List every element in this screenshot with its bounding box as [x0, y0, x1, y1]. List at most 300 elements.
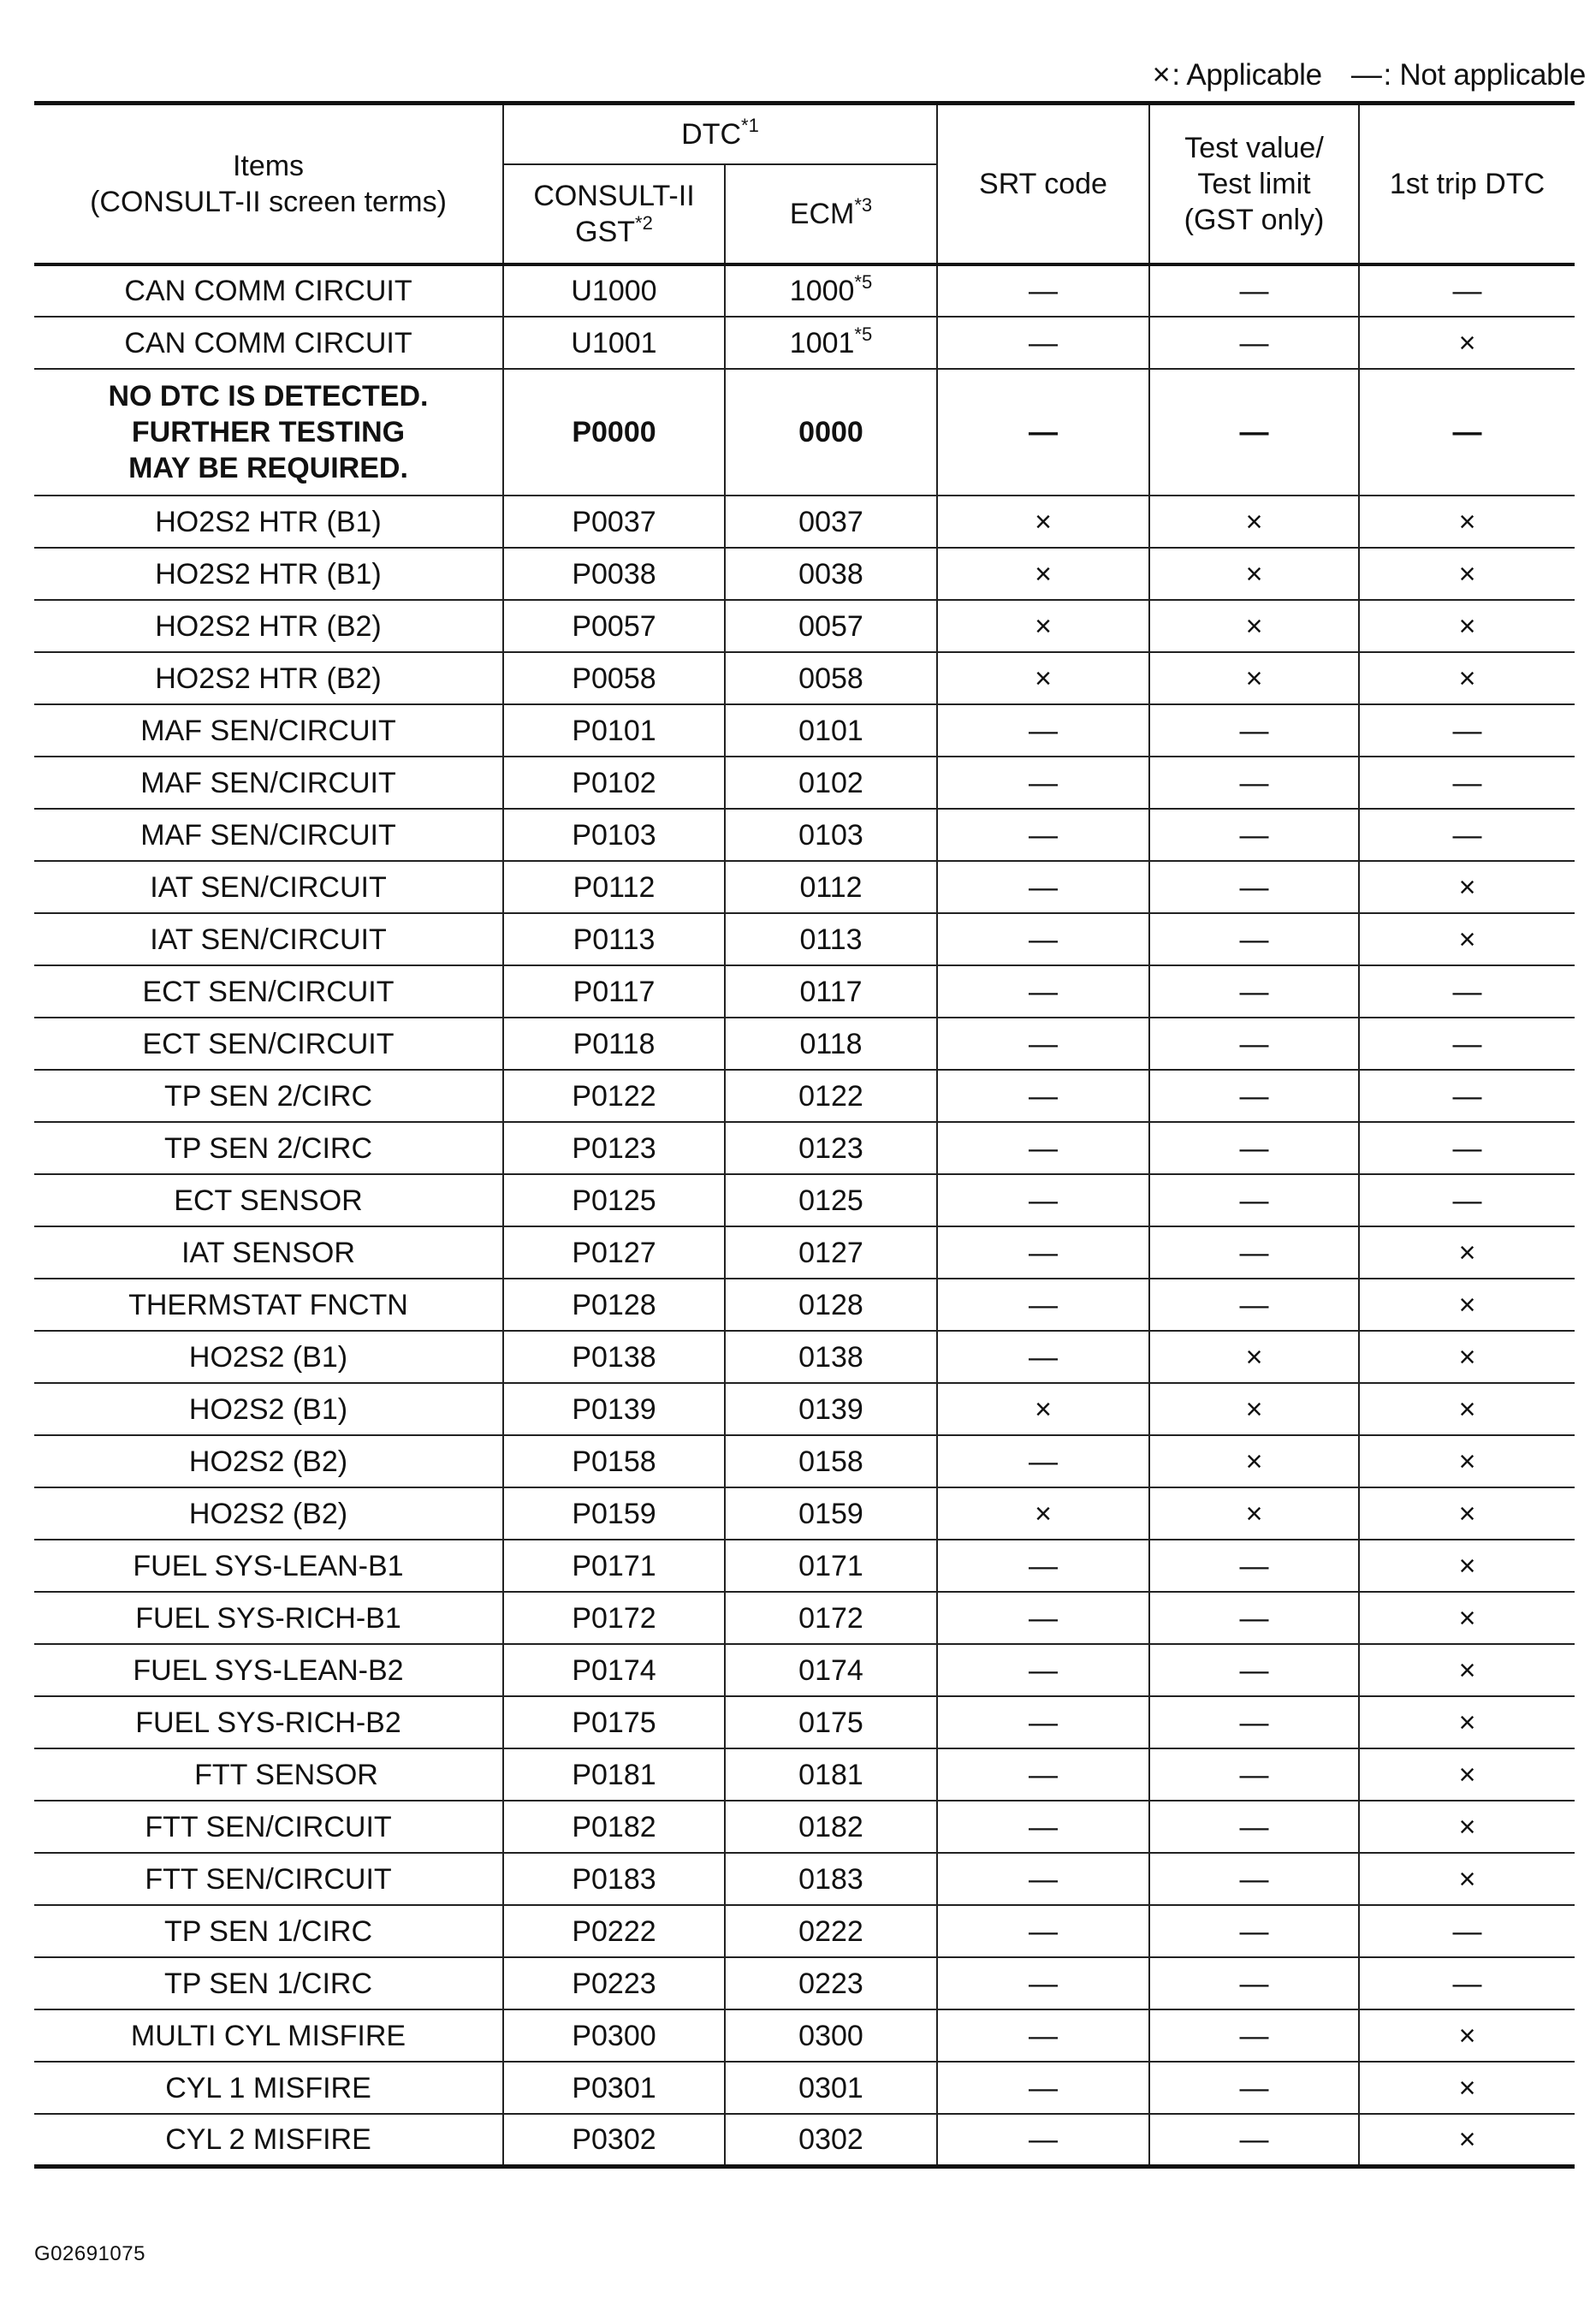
- first-trip-dtc-cell: [1359, 965, 1575, 1018]
- table-row: [34, 809, 1575, 861]
- test-value-cell: [1149, 965, 1359, 1018]
- first-trip-dtc-cell: [1359, 1696, 1575, 1748]
- applicable-mark: ×: [1458, 923, 1476, 956]
- test-value-cell: [1149, 1696, 1359, 1748]
- first-trip-dtc-cell: [1359, 861, 1575, 913]
- consult-code-cell: P0175: [503, 1696, 725, 1748]
- srt-code-cell: [937, 1696, 1149, 1748]
- first-trip-dtc-header: 1st trip DTC: [1359, 104, 1575, 265]
- not-applicable-mark: —: [1029, 714, 1058, 747]
- applicable-mark: ×: [1245, 505, 1263, 538]
- not-applicable-mark: —: [1239, 1967, 1269, 2000]
- item-cell: CYL 2 MISFIRE: [34, 2114, 503, 2166]
- ecm-code-cell: 1000$^{*5}$: [725, 264, 937, 317]
- first-trip-dtc-cell: [1359, 1905, 1575, 1957]
- table-row: [34, 1070, 1575, 1122]
- not-applicable-mark: —: [1029, 2122, 1058, 2156]
- ecm-code-cell: 0103: [725, 809, 937, 861]
- srt-code-cell: [937, 1331, 1149, 1383]
- srt-code-cell: [937, 369, 1149, 496]
- applicable-mark: ×: [1458, 1392, 1476, 1426]
- srt-code-cell: [937, 652, 1149, 704]
- not-applicable-mark: —: [1239, 2071, 1269, 2104]
- ecm-code-cell: 0037: [725, 496, 937, 548]
- test-value-cell: [1149, 2062, 1359, 2114]
- table-row: [34, 1801, 1575, 1853]
- first-trip-dtc-cell: [1359, 1174, 1575, 1226]
- srt-code-cell: [937, 1070, 1149, 1122]
- not-applicable-mark: —: [1452, 1914, 1482, 1948]
- ecm-code-cell: 0058: [725, 652, 937, 704]
- consult-code-cell: U1001: [503, 317, 725, 369]
- ecm-code-cell: 0128: [725, 1279, 937, 1331]
- not-applicable-mark: —: [1239, 1601, 1269, 1635]
- applicable-mark: ×: [1458, 1445, 1476, 1478]
- item-cell: HO2S2 HTR (B2): [34, 652, 503, 704]
- first-trip-dtc-cell: [1359, 1748, 1575, 1801]
- applicable-mark: ×: [1458, 662, 1476, 695]
- test-value-cell: [1149, 2009, 1359, 2062]
- applicable-mark: ×: [1458, 557, 1476, 591]
- table-row: [34, 1696, 1575, 1748]
- srt-code-cell: [937, 757, 1149, 809]
- table-row: [34, 965, 1575, 1018]
- applicable-mark: ×: [1245, 1392, 1263, 1426]
- applicable-symbol: ×: [1152, 56, 1171, 92]
- first-trip-dtc-cell: [1359, 1018, 1575, 1070]
- not-applicable-mark: —: [1239, 275, 1269, 307]
- ecm-code-cell: 0223: [725, 1957, 937, 2009]
- consult-code-cell: P0103: [503, 809, 725, 861]
- not-applicable-mark: —: [1239, 2019, 1269, 2052]
- srt-code-cell: [937, 2114, 1149, 2166]
- not-applicable-mark: —: [1452, 975, 1482, 1008]
- ecm-code-cell: 0125: [725, 1174, 937, 1226]
- test-value-cell: [1149, 1331, 1359, 1383]
- not-applicable-mark: —: [1239, 714, 1269, 747]
- item-cell: MAF SEN/CIRCUIT: [34, 704, 503, 757]
- test-value-cell: [1149, 652, 1359, 704]
- not-applicable-mark: —: [1452, 766, 1482, 799]
- first-trip-dtc-cell: [1359, 1435, 1575, 1487]
- applicable-mark: ×: [1245, 1497, 1263, 1530]
- table-row: [34, 2062, 1575, 2114]
- consult-code-cell: U1000: [503, 264, 725, 317]
- item-cell: TP SEN 1/CIRC: [34, 1957, 503, 2009]
- applicable-mark: ×: [1458, 2071, 1476, 2104]
- first-trip-dtc-cell: [1359, 317, 1575, 369]
- table-row: [34, 1748, 1575, 1801]
- srt-code-cell: [937, 2009, 1149, 2062]
- item-cell: TP SEN 2/CIRC: [34, 1070, 503, 1122]
- table-row: [34, 1487, 1575, 1540]
- ecm-code-cell: 0113: [725, 913, 937, 965]
- not-applicable-mark: —: [1239, 1810, 1269, 1843]
- first-trip-dtc-cell: [1359, 2062, 1575, 2114]
- ecm-code-cell: 0182: [725, 1801, 937, 1853]
- first-trip-dtc-cell: [1359, 704, 1575, 757]
- not-applicable-mark: —: [1029, 818, 1058, 852]
- consult-code-cell: P0138: [503, 1331, 725, 1383]
- srt-code-cell: [937, 317, 1149, 369]
- not-applicable-mark: —: [1239, 818, 1269, 852]
- applicable-mark: ×: [1035, 1392, 1052, 1426]
- table-row: [34, 1435, 1575, 1487]
- applicable-mark: ×: [1458, 1810, 1476, 1843]
- not-applicable-mark: —: [1239, 766, 1269, 799]
- first-trip-dtc-cell: [1359, 2009, 1575, 2062]
- applicable-mark: ×: [1458, 1549, 1476, 1582]
- test-value-cell: [1149, 1592, 1359, 1644]
- table-row: [34, 1122, 1575, 1174]
- table-row: [34, 264, 1575, 317]
- dtc-table: [34, 101, 1575, 2169]
- ecm-code-cell: 0159: [725, 1487, 937, 1540]
- item-cell: IAT SEN/CIRCUIT: [34, 913, 503, 965]
- item-cell: ECT SEN/CIRCUIT: [34, 1018, 503, 1070]
- srt-code-cell: [937, 1018, 1149, 1070]
- not-applicable-mark: —: [1239, 1862, 1269, 1896]
- applicable-mark: ×: [1458, 1758, 1476, 1791]
- not-applicable-mark: —: [1029, 1706, 1058, 1739]
- item-cell: THERMSTAT FNCTN: [34, 1279, 503, 1331]
- table-row: [34, 600, 1575, 652]
- ecm-code-cell: 0102: [725, 757, 937, 809]
- test-value-cell: [1149, 1122, 1359, 1174]
- item-cell: FUEL SYS-RICH-B2: [34, 1696, 503, 1748]
- applicable-mark: ×: [1458, 326, 1476, 359]
- not-applicable-mark: —: [1452, 1131, 1482, 1165]
- not-applicable-mark: —: [1029, 1601, 1058, 1635]
- srt-code-cell: [937, 1435, 1149, 1487]
- srt-code-cell: [937, 600, 1149, 652]
- table-row: [34, 1174, 1575, 1226]
- srt-code-header: SRT code: [937, 104, 1149, 265]
- not-applicable-mark: —: [1029, 766, 1058, 799]
- ecm-code-cell: 0127: [725, 1226, 937, 1279]
- item-cell: HO2S2 (B2): [34, 1435, 503, 1487]
- ecm-code-cell: 1001$^{*5}$: [725, 317, 937, 369]
- figure-code: G02691075: [34, 2242, 145, 2265]
- test-value-cell: [1149, 2114, 1359, 2166]
- not-applicable-mark: —: [1029, 870, 1058, 904]
- table-row: [34, 1957, 1575, 2009]
- test-value-cell: [1149, 264, 1359, 317]
- test-value-cell: [1149, 1383, 1359, 1435]
- not-applicable-mark: —: [1029, 1914, 1058, 1948]
- applicable-mark: ×: [1035, 505, 1052, 538]
- test-value-cell: [1149, 1540, 1359, 1592]
- item-cell: CYL 1 MISFIRE: [34, 2062, 503, 2114]
- ecm-code-cell: 0123: [725, 1122, 937, 1174]
- applicable-mark: ×: [1458, 2019, 1476, 2052]
- table-row: [34, 1383, 1575, 1435]
- first-trip-dtc-cell: [1359, 1540, 1575, 1592]
- not-applicable-mark: —: [1029, 1445, 1058, 1478]
- srt-code-cell: [937, 1226, 1149, 1279]
- ecm-code-cell: 0183: [725, 1853, 937, 1905]
- item-cell: NO DTC IS DETECTED. FURTHER TESTING MAY BE REQUIRED.: [34, 369, 503, 496]
- ecm-code-cell: 0038: [725, 548, 937, 600]
- not-applicable-mark: —: [1029, 416, 1058, 448]
- srt-code-cell: [937, 1905, 1149, 1957]
- applicable-mark: ×: [1245, 662, 1263, 695]
- first-trip-dtc-cell: [1359, 496, 1575, 548]
- table-row: [34, 861, 1575, 913]
- test-value-cell: [1149, 861, 1359, 913]
- not-applicable-mark: —: [1029, 1549, 1058, 1582]
- not-applicable-mark: —: [1239, 923, 1269, 956]
- not-applicable-mark: —: [1239, 1131, 1269, 1165]
- table-row: [34, 1905, 1575, 1957]
- test-value-cell: [1149, 913, 1359, 965]
- not-applicable-mark: —: [1239, 975, 1269, 1008]
- first-trip-dtc-cell: [1359, 600, 1575, 652]
- table-row: [34, 317, 1575, 369]
- applicable-mark: ×: [1458, 1497, 1476, 1530]
- ecm-code-cell: 0118: [725, 1018, 937, 1070]
- test-value-cell: [1149, 1435, 1359, 1487]
- item-cell: HO2S2 (B2): [34, 1487, 503, 1540]
- srt-code-cell: [937, 1748, 1149, 1801]
- not-applicable-mark: —: [1239, 2122, 1269, 2156]
- test-value-cell: [1149, 1801, 1359, 1853]
- not-applicable-mark: —: [1029, 1288, 1058, 1321]
- not-applicable-mark: —: [1029, 326, 1058, 359]
- srt-code-cell: [937, 1279, 1149, 1331]
- applicable-mark: ×: [1458, 609, 1476, 643]
- test-value-cell: [1149, 1905, 1359, 1957]
- test-value-cell: [1149, 496, 1359, 548]
- consult-code-cell: P0123: [503, 1122, 725, 1174]
- not-applicable-mark: —: [1239, 416, 1269, 448]
- srt-code-cell: [937, 861, 1149, 913]
- applicable-mark: ×: [1458, 1288, 1476, 1321]
- applicable-mark: ×: [1035, 1497, 1052, 1530]
- table-row: [34, 1018, 1575, 1070]
- applicable-mark: ×: [1245, 557, 1263, 591]
- first-trip-dtc-cell: [1359, 1592, 1575, 1644]
- test-value-cell: [1149, 1748, 1359, 1801]
- dtc-header: DTC$^{*1}$: [503, 104, 937, 165]
- item-cell: TP SEN 2/CIRC: [34, 1122, 503, 1174]
- not-applicable-mark: —: [1452, 275, 1482, 307]
- consult-gst-header: CONSULT-II GST$^{*2}$: [503, 164, 725, 264]
- not-applicable-mark: —: [1029, 1653, 1058, 1687]
- test-value-cell: [1149, 1644, 1359, 1696]
- item-cell: CAN COMM CIRCUIT: [34, 264, 503, 317]
- srt-code-cell: [937, 1383, 1149, 1435]
- not-applicable-symbol: —: [1350, 56, 1382, 92]
- ecm-code-cell: 0158: [725, 1435, 937, 1487]
- table-row: [34, 1540, 1575, 1592]
- first-trip-dtc-cell: [1359, 1279, 1575, 1331]
- applicable-mark: ×: [1035, 662, 1052, 695]
- not-applicable-mark: —: [1452, 714, 1482, 747]
- table-row: [34, 369, 1575, 496]
- ecm-code-cell: 0138: [725, 1331, 937, 1383]
- not-applicable-mark: —: [1029, 1862, 1058, 1896]
- applicable-mark: ×: [1458, 1862, 1476, 1896]
- consult-code-cell: P0302: [503, 2114, 725, 2166]
- not-applicable-mark: —: [1029, 1340, 1058, 1374]
- not-applicable-mark: —: [1452, 1184, 1482, 1217]
- not-applicable-mark: —: [1239, 1549, 1269, 1582]
- applicable-mark: ×: [1245, 1445, 1263, 1478]
- consult-code-cell: P0128: [503, 1279, 725, 1331]
- not-applicable-mark: —: [1239, 1184, 1269, 1217]
- test-value-cell: [1149, 809, 1359, 861]
- first-trip-dtc-cell: [1359, 1226, 1575, 1279]
- table-row: [34, 1279, 1575, 1331]
- first-trip-dtc-cell: [1359, 1331, 1575, 1383]
- consult-code-cell: P0037: [503, 496, 725, 548]
- item-cell: FTT SENSOR: [34, 1748, 503, 1801]
- consult-code-cell: P0118: [503, 1018, 725, 1070]
- table-row: [34, 652, 1575, 704]
- ecm-code-cell: 0057: [725, 600, 937, 652]
- test-value-cell: [1149, 1957, 1359, 2009]
- srt-code-cell: [937, 264, 1149, 317]
- not-applicable-mark: —: [1029, 1184, 1058, 1217]
- consult-code-cell: P0058: [503, 652, 725, 704]
- consult-code-cell: P0125: [503, 1174, 725, 1226]
- srt-code-cell: [937, 1540, 1149, 1592]
- first-trip-dtc-cell: [1359, 652, 1575, 704]
- srt-code-cell: [937, 1174, 1149, 1226]
- applicable-legend-text: : Applicable: [1172, 58, 1322, 92]
- first-trip-dtc-cell: [1359, 548, 1575, 600]
- not-applicable-mark: —: [1029, 2071, 1058, 2104]
- item-cell: MAF SEN/CIRCUIT: [34, 757, 503, 809]
- ecm-code-cell: 0175: [725, 1696, 937, 1748]
- not-applicable-mark: —: [1452, 1079, 1482, 1113]
- srt-code-cell: [937, 2062, 1149, 2114]
- test-value-cell: [1149, 1226, 1359, 1279]
- ecm-code-cell: 0139: [725, 1383, 937, 1435]
- table-row: [34, 913, 1575, 965]
- consult-code-cell: P0174: [503, 1644, 725, 1696]
- consult-code-cell: P0300: [503, 2009, 725, 2062]
- not-applicable-mark: —: [1239, 1236, 1269, 1269]
- table-row: [34, 1592, 1575, 1644]
- first-trip-dtc-cell: [1359, 809, 1575, 861]
- consult-code-cell: P0117: [503, 965, 725, 1018]
- first-trip-dtc-cell: [1359, 913, 1575, 965]
- item-cell: HO2S2 HTR (B2): [34, 600, 503, 652]
- consult-code-cell: P0159: [503, 1487, 725, 1540]
- item-cell: MAF SEN/CIRCUIT: [34, 809, 503, 861]
- ecm-code-cell: 0181: [725, 1748, 937, 1801]
- item-cell: FUEL SYS-RICH-B1: [34, 1592, 503, 1644]
- table-row: [34, 704, 1575, 757]
- consult-code-cell: P0171: [503, 1540, 725, 1592]
- not-applicable-mark: —: [1239, 1653, 1269, 1687]
- not-applicable-mark: —: [1029, 1027, 1058, 1060]
- ecm-code-cell: 0171: [725, 1540, 937, 1592]
- not-applicable-mark: —: [1239, 326, 1269, 359]
- first-trip-dtc-cell: [1359, 1487, 1575, 1540]
- not-applicable-mark: —: [1239, 1914, 1269, 1948]
- not-applicable-legend-text: : Not applicable: [1383, 58, 1586, 92]
- legend: [1153, 56, 1586, 92]
- test-value-cell: [1149, 1279, 1359, 1331]
- srt-code-cell: [937, 913, 1149, 965]
- ecm-code-cell: 0302: [725, 2114, 937, 2166]
- not-applicable-mark: —: [1239, 1079, 1269, 1113]
- not-applicable-mark: —: [1239, 1758, 1269, 1791]
- consult-code-cell: P0000: [503, 369, 725, 496]
- first-trip-dtc-cell: [1359, 1644, 1575, 1696]
- applicable-mark: ×: [1035, 557, 1052, 591]
- item-cell: IAT SENSOR: [34, 1226, 503, 1279]
- srt-code-cell: [937, 496, 1149, 548]
- ecm-code-cell: 0301: [725, 2062, 937, 2114]
- not-applicable-mark: —: [1029, 975, 1058, 1008]
- table-row: [34, 2114, 1575, 2166]
- test-value-cell: [1149, 1070, 1359, 1122]
- item-cell: ECT SENSOR: [34, 1174, 503, 1226]
- srt-code-cell: [937, 809, 1149, 861]
- consult-code-cell: P0139: [503, 1383, 725, 1435]
- not-applicable-mark: —: [1452, 1027, 1482, 1060]
- consult-code-cell: P0101: [503, 704, 725, 757]
- test-value-cell: [1149, 1018, 1359, 1070]
- not-applicable-mark: —: [1239, 870, 1269, 904]
- first-trip-dtc-cell: [1359, 1801, 1575, 1853]
- consult-code-cell: P0181: [503, 1748, 725, 1801]
- applicable-mark: ×: [1035, 609, 1052, 643]
- first-trip-dtc-cell: [1359, 1070, 1575, 1122]
- srt-code-cell: [937, 1853, 1149, 1905]
- first-trip-dtc-cell: [1359, 757, 1575, 809]
- not-applicable-mark: —: [1029, 1758, 1058, 1791]
- not-applicable-mark: —: [1029, 2019, 1058, 2052]
- not-applicable-mark: —: [1029, 1967, 1058, 2000]
- first-trip-dtc-cell: [1359, 264, 1575, 317]
- consult-code-cell: P0222: [503, 1905, 725, 1957]
- test-value-cell: [1149, 757, 1359, 809]
- test-value-cell: [1149, 548, 1359, 600]
- table-row: [34, 1331, 1575, 1383]
- srt-code-cell: [937, 704, 1149, 757]
- applicable-mark: ×: [1245, 609, 1263, 643]
- item-cell: TP SEN 1/CIRC: [34, 1905, 503, 1957]
- consult-code-cell: P0122: [503, 1070, 725, 1122]
- not-applicable-mark: —: [1452, 416, 1482, 448]
- test-value-cell: [1149, 317, 1359, 369]
- srt-code-cell: [937, 1801, 1149, 1853]
- table-row: [34, 1853, 1575, 1905]
- table-body: [34, 264, 1575, 2166]
- item-cell: HO2S2 (B1): [34, 1331, 503, 1383]
- consult-code-cell: P0038: [503, 548, 725, 600]
- table-header: [34, 104, 1575, 265]
- consult-code-cell: P0182: [503, 1801, 725, 1853]
- consult-code-cell: P0223: [503, 1957, 725, 2009]
- item-cell: FUEL SYS-LEAN-B2: [34, 1644, 503, 1696]
- test-value-cell: [1149, 1174, 1359, 1226]
- test-value-header: Test value/ Test limit (GST only): [1149, 104, 1359, 265]
- first-trip-dtc-cell: [1359, 1957, 1575, 2009]
- consult-code-cell: P0183: [503, 1853, 725, 1905]
- ecm-code-cell: 0112: [725, 861, 937, 913]
- ecm-header: ECM$^{*3}$: [725, 164, 937, 264]
- applicable-mark: ×: [1458, 1340, 1476, 1374]
- not-applicable-mark: —: [1029, 1236, 1058, 1269]
- srt-code-cell: [937, 1644, 1149, 1696]
- items-header: Items (CONSULT-II screen terms): [34, 104, 503, 265]
